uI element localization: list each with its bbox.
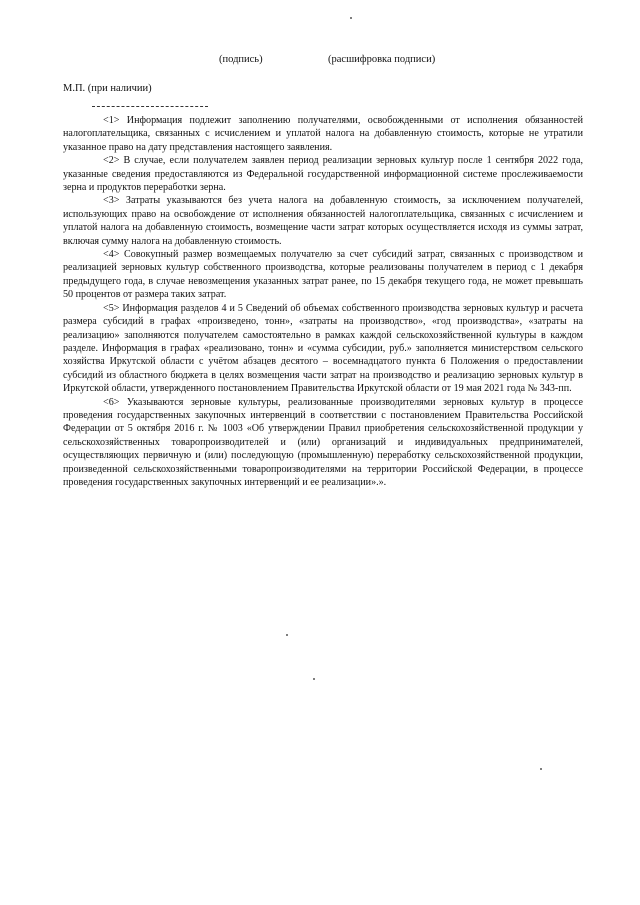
footnote-separator: [92, 106, 208, 107]
footnote-2: <2> В случае, если получателем заявлен период реализации зерновых культур после 1 сентября 2022 года, указанные сведения предоставляются из Федеральной государственной информационной системе прослеживаемости зерна и продуктов переработки зерна.: [63, 155, 583, 194]
footnote-4: <4> Совокупный размер возмещаемых получателю за счет субсидий затрат, связанных с производством и реализацией зерновых культур собственного производства, которые реализованы получателем в период с 1 декабря предыдущего года, в случае невозмещения указанных затрат ранее, по 15 декабря текущего года, не может превышать 50 процентов от размера таких затрат.: [63, 249, 583, 301]
footnotes-block: [63, 114, 583, 489]
scan-speck: [540, 768, 542, 770]
footnote-3: <3> Затраты указываются без учета налога на добавленную стоимость, за исключением получателей, использующих право на освобождение от исполнения обязанностей налогоплательщика, связанных с исчислением и уплатой налога на добавленную стоимость, возмещение части затрат которых осуществляется исходя из суммы затрат, включая сумму налога на добавленную стоимость.: [63, 195, 583, 247]
footnote-1: <1> Информация подлежит заполнению получателями, освобожденными от исполнения обязанностей налогоплательщика, связанных с исчислением и уплатой налога на добавленную стоимость, которые не утратили указанное право на дату представления настоящего заявления.: [63, 115, 583, 153]
footnote-6: <6> Указываются зерновые культуры, реализованные производителями зерновых культур в процессе проведения государственных закупочных интервенций в соответствии с постановлением Правительства Российской Федерации от 5 октября 2016 г. № 1003 «Об утверждении Правил приобретения сельскохозяйственной продукции у сельскохозяйственных товаропроизводителей и (или) организаций и индивидуальных предпринимателей, осуществляющих первичную и (или) последующую (промышленную) переработку сельскохозяйственной продукции, произведенной сельскохозяйственными товаропроизводителями на территории Российской Федерации, в процессе проведения государственных закупочных интервенций и ее реализации».».: [63, 396, 583, 488]
scan-speck: [350, 17, 352, 19]
signature-row: [0, 54, 640, 70]
stamp-label: М.П. (при наличии): [63, 83, 152, 94]
scan-speck: [286, 634, 288, 636]
footnote-5: <5> Информация разделов 4 и 5 Сведений об объемах собственного производства зерновых культур и расчета размера субсидий в графах «произведено, тонн», «затраты на производство», «год производства», «затраты на реализацию» заполняются получателем самостоятельно в рамках каждой сельскохозяйственной культуры в каждом разделе. Информация в графах «реализовано, тонн» и «сумма субсидии, руб.» заполняется министерством сельского хозяйства Иркутской области с учётом абзацев десятого – восемнадцатого пункта 6 Положения о предоставлении субсидий из областного бюджета в целях возмещения части затрат на производство и реализацию зерновых культур в Иркутской области, утвержденного постановлением Правительства Иркутской области от 19 мая 2021 года № 343-пп.: [63, 302, 583, 395]
signature-label: (подпись): [219, 54, 263, 65]
scan-speck: [313, 678, 315, 680]
signature-decode-label: (расшифровка подписи): [328, 54, 436, 65]
